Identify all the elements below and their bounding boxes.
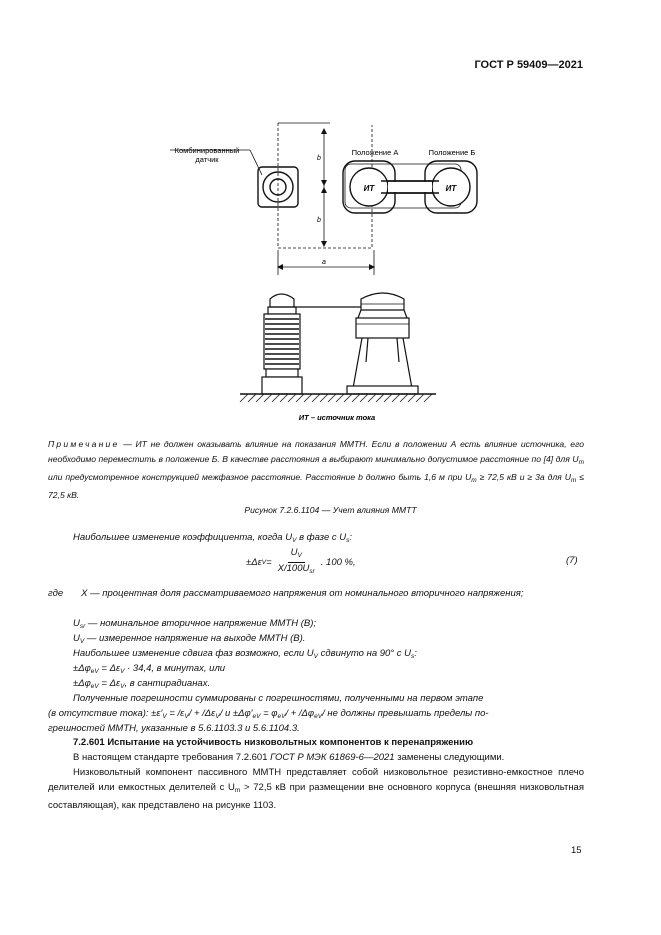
sum-line-3: грешностей ММТН, указанные в 5.6.1103.3 и 5.6.1104.3. bbox=[48, 723, 300, 734]
section-p2: Низковольтный компонент пассивного ММТН представляет собой низковольтное резистивно-емкостное плечо делителей или емкостных делителей с $U_m > 72,5$ кВ при размещении вне основного корпуса (внешняя низковольтная составляющая), как представлено на рисунке 1103. bbox=[48, 767, 584, 811]
formula-fraction: $\frac{U_V}{X/100U_{sr}}$ bbox=[277, 547, 315, 575]
sensor-ring bbox=[263, 172, 293, 202]
document-header-id: ГОСТ Р 59409—2021 bbox=[474, 59, 583, 71]
source-head bbox=[356, 318, 409, 338]
dim-b-upper: b bbox=[317, 155, 321, 162]
dim-a: a bbox=[322, 259, 326, 266]
sum-line-1: Полученные погрешности суммированы с погрешностями, полученными на первом этапе bbox=[73, 693, 484, 704]
sensor-base bbox=[262, 377, 302, 394]
sensor-cap bbox=[270, 294, 294, 307]
dim-b-lower: b bbox=[317, 217, 321, 224]
figure-note: Примечание — ИТ не должен оказывать влияние на показания ММТН. Если в положении А есть влияние источника, его необходимо переместить в положение Б. В качестве расстояния а выбирают минимально допустимое расстояние по [4] для $U_m$ или предусмотренное конструкцией межфазное расстояние. Расстояние b должно быть 1,6 м при $U_m \ge 72,5$ кВ и ≥ 3a для $U_m \le 72,5$ кВ. bbox=[48, 439, 585, 500]
ground-hatch bbox=[240, 394, 432, 402]
sensor-label-2: датчик bbox=[195, 155, 219, 164]
intro-line: Наибольшее изменение коэффициента, когда $U_V$ в фазе с $U_s$: bbox=[73, 532, 353, 544]
section-p1: В настоящем стандарте требования 7.2.601 ГОСТ Р МЭК 61869-6—2021 заменены следующими. bbox=[73, 752, 505, 763]
source-cap bbox=[361, 293, 404, 310]
pos-a-it: ИТ bbox=[363, 184, 375, 193]
pos-b-label: Положение Б bbox=[428, 148, 476, 157]
sum-line-2: (в отсутствие тока): $\pm\varepsilon'_V = /\varepsilon_V/ + /\Delta\varepsilon_V/$ $и \pm\Delta\varphi'_{eV} = \varphi_{eV}/ + /\Delta\varphi_{eV}/$ не должны превышать пределы по- bbox=[48, 708, 489, 720]
section-heading: 7.2.601 Испытание на устойчивость низковольтных компонентов к перенапряжению bbox=[73, 737, 474, 748]
dphi-minutes: $\pm\Delta\varphi_{eV} = \Delta\varepsilon_V \cdot 34,4$, в минутах, или bbox=[73, 663, 226, 675]
pos-a-label: Положение А bbox=[351, 148, 399, 157]
page-number: 15 bbox=[571, 845, 582, 856]
formula-7: ±Δε V = $\frac{U_V}{X/100U_{sr}}$ . 100 %, bbox=[246, 547, 356, 578]
figure-legend: ИТ – источник тока bbox=[298, 413, 376, 422]
figure-diagram bbox=[0, 0, 661, 440]
def-usr: $U_{sr}$ — номинальное вторичное напряжение ММТН (В); bbox=[73, 618, 317, 630]
sensor-stack bbox=[264, 314, 300, 369]
def-uv: $U_V$ — измеренное напряжение на выходе ММТН (В). bbox=[73, 633, 306, 645]
figure-caption: Рисунок 7.2.6.1104 — Учет влияния ММТТ bbox=[244, 505, 417, 515]
def-x: где X — процентная доля рассматриваемого напряжения от номинального вторичного напряжения; bbox=[48, 588, 524, 599]
note-label: Примечание bbox=[48, 439, 120, 449]
source-base bbox=[347, 386, 418, 394]
sensor-label-1: Комбинированный bbox=[174, 146, 240, 155]
formula-number: (7) bbox=[566, 555, 578, 566]
sensor-core bbox=[270, 179, 286, 195]
dphi-centirad: $\pm\Delta\varphi_{eV} = \Delta\varepsilon_V$, в сантирадианах. bbox=[73, 678, 211, 690]
pos-b-it: ИТ bbox=[445, 184, 457, 193]
phase-line: Наибольшее изменение сдвига фаз возможно, если $U_V$ сдвинуто на 90° с $U_s$: bbox=[73, 648, 417, 660]
